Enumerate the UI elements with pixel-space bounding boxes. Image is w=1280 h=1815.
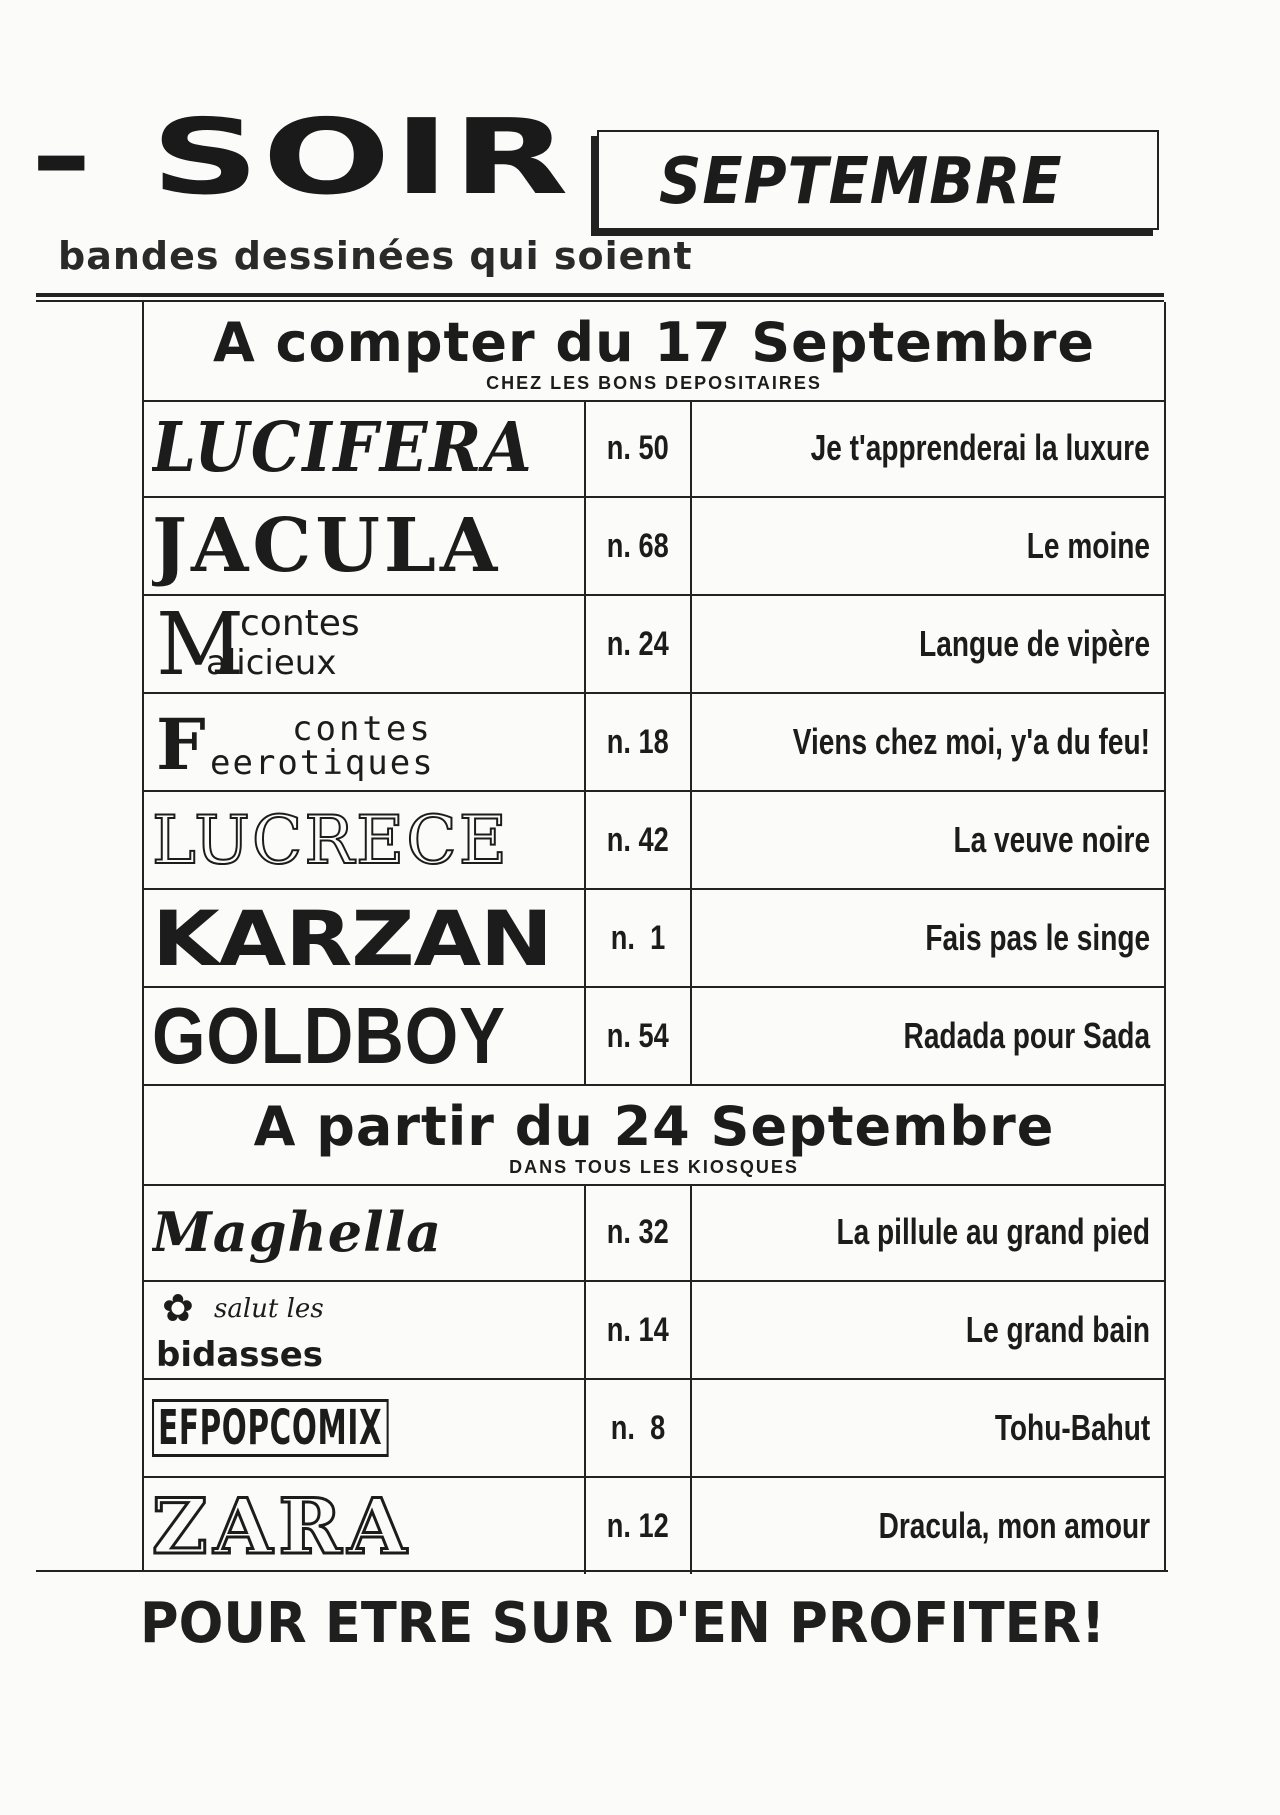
release-table	[142, 302, 1166, 1570]
section-date-heading: A compter du 17 Septembre	[212, 311, 1096, 374]
month-box	[597, 130, 1159, 230]
table-row	[144, 596, 1164, 694]
issue-number: n. 12	[584, 1478, 692, 1574]
table-row	[144, 1282, 1164, 1380]
series-logo-contes-feerotiques: F contes eerotiques	[156, 703, 435, 784]
section-date-heading: A partir du 24 Septembre	[253, 1095, 1055, 1158]
table-row	[144, 1478, 1164, 1576]
story-title: Le moine	[1026, 525, 1150, 566]
issue-number: n. 14	[584, 1282, 692, 1378]
story-title: Radada pour Sada	[903, 1015, 1150, 1056]
series-logo-salut-les-bidasses: ✿ salut les bidasses	[156, 1288, 324, 1372]
issue-number: n. 68	[584, 498, 692, 594]
flower-icon: ✿	[162, 1288, 194, 1330]
issue-number: n. 8	[584, 1380, 692, 1476]
series-logo-maghella: Maghella	[152, 1200, 443, 1264]
table-bottom-rule	[36, 1570, 1168, 1572]
series-logo-jacula: JACULA	[152, 504, 502, 588]
issue-number: n. 24	[584, 596, 692, 692]
table-row	[144, 694, 1164, 792]
story-title: Langue de vipère	[919, 623, 1150, 664]
table-row	[144, 1184, 1164, 1282]
section-heading-1	[144, 302, 1164, 402]
footer-slogan: POUR ETRE SUR D'EN PROFITER!	[140, 1591, 1106, 1656]
series-logo-efpopcomix: EFPOPCOMIX	[152, 1386, 582, 1470]
series-logo-lucifera: LUCIFERA	[152, 408, 534, 488]
series-logo-karzan: KARZAN	[152, 896, 552, 980]
series-logo-goldboy: GOLDBOY	[152, 994, 506, 1078]
table-row	[144, 1380, 1164, 1478]
issue-number: n. 32	[584, 1184, 692, 1280]
series-logo-zara: ZARA	[152, 1484, 413, 1568]
table-row	[144, 498, 1164, 596]
issue-number: n. 54	[584, 988, 692, 1084]
section-heading-2	[144, 1086, 1164, 1186]
story-title: Dracula, mon amour	[878, 1505, 1150, 1546]
issue-number: n. 18	[584, 694, 692, 790]
header-rule	[36, 293, 1164, 297]
masthead-title: - SOIR	[30, 96, 572, 218]
issue-number: n. 42	[584, 792, 692, 888]
story-title: Viens chez moi, y'a du feu!	[792, 721, 1150, 762]
section-subheading: CHEZ LES BONS DEPOSITAIRES	[486, 373, 822, 393]
issue-number: n. 1	[584, 890, 692, 986]
story-title: La veuve noire	[953, 819, 1150, 860]
story-title: Le grand bain	[965, 1309, 1150, 1350]
table-row	[144, 400, 1164, 498]
table-row	[144, 988, 1164, 1086]
table-row	[144, 890, 1164, 988]
story-title: Tohu-Bahut	[994, 1407, 1150, 1448]
month-label: SEPTEMBRE	[659, 145, 1063, 219]
issue-number: n. 50	[584, 400, 692, 496]
section-subheading: DANS TOUS LES KIOSQUES	[509, 1157, 799, 1177]
tagline: bandes dessinées qui soient	[58, 234, 693, 278]
table-row	[144, 792, 1164, 890]
story-title: Fais pas le singe	[925, 917, 1150, 958]
series-logo-lucrece: LUCRECE	[152, 801, 509, 879]
story-title: La pillule au grand pied	[836, 1211, 1150, 1252]
series-logo-contes-malicieux: M contes alicieux	[156, 602, 360, 686]
story-title: Je t'apprenderai la luxure	[810, 427, 1150, 468]
